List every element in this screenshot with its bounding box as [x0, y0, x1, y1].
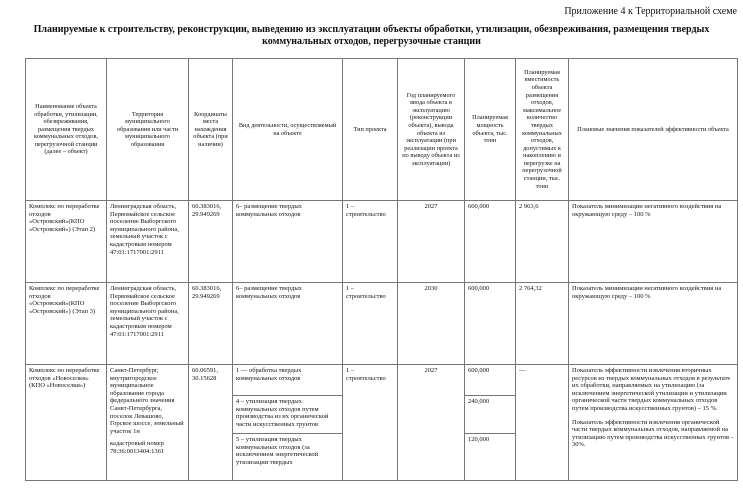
- cell-project-type: 1 – строительство: [343, 201, 398, 283]
- cell-territory: [107, 365, 189, 481]
- cell-capacity: [465, 365, 516, 481]
- cell-object-name: Комплекс по переработке отходов «Островский»(КПО «Островский») (Этап 2): [26, 201, 107, 283]
- header-coordinates: Координаты места нахождения объекта (при наличии): [189, 59, 233, 201]
- header-territory: Территория муниципального образования или части муниципального образования: [107, 59, 189, 201]
- cell-indicators: Показатель минимизации негативного воздействия на окружающую среду – 100 %: [569, 283, 738, 365]
- header-activity: Вид деятельности, осуществляемый на объекте: [233, 59, 343, 201]
- page-title: Планируемые к строительству, реконструкции, выведению из эксплуатации объекты обработки, утилизации, обезвреживания, размещения твердых коммунальных отходов, перегрузочные станции: [33, 24, 710, 47]
- cell-volume: —: [516, 365, 569, 481]
- cell-coordinates: 60.383016, 29.949269: [189, 201, 233, 283]
- table-row: [26, 201, 738, 283]
- appendix-label: Приложение 4 к Территориальной схеме: [564, 6, 737, 17]
- cell-capacity: 600,000: [465, 201, 516, 283]
- table-header-row: [26, 59, 738, 201]
- territory-text: Санкт-Петербург, внутригородское муниципальное образование города федерального значения Санкт-Петербурга, поселок Левашово, Горское шоссе, земельный участок 1н: [110, 367, 184, 435]
- cell-object-name: Комплекс по переработке отходов «Островский»(КПО «Островский») (Этап 3): [26, 283, 107, 365]
- cell-volume: 2 963,6: [516, 201, 569, 283]
- cell-project-type: 1 – строительство: [343, 283, 398, 365]
- header-object-name: Наименование объекта обработки, утилизации, обезвреживания, размещения твердых коммунальных отходов, перегрузочной станции (далее – объект): [26, 59, 107, 201]
- cell-indicators: Показатель минимизации негативного воздействия на окружающую среду – 100 %: [569, 201, 738, 283]
- cell-year: 2027: [398, 201, 465, 283]
- table-row: [26, 365, 738, 481]
- capacity-value: 120,000: [465, 433, 515, 446]
- capacity-value: 600,000: [468, 367, 490, 374]
- cell-activity: 6– размещение твердых коммунальных отходов: [233, 283, 343, 365]
- header-volume: Планируемая вместимость объекта размещения отходов, максимальное количество твердых коммунальных отходов, допустимых к накоплению и перегрузке на перегрузочной станции, тыс. тонн: [516, 59, 569, 201]
- activity-item: 1 — обработка твердых коммунальных отходов: [236, 367, 302, 382]
- capacity-value: 240,000: [465, 395, 515, 433]
- cell-year: 2027: [398, 365, 465, 481]
- cell-activity: [233, 365, 343, 481]
- cell-territory: Ленинградская область, Первомайское сельское поселение Выборгского муниципального района, земельный участок с кадастровым номером 47:01:1717001:2911: [107, 283, 189, 365]
- header-capacity: Планируемая мощность объекта, тыс. тонн: [465, 59, 516, 201]
- cell-coordinates: 60.383016, 29.949269: [189, 283, 233, 365]
- header-project-type: Тип проекта: [343, 59, 398, 201]
- cell-activity: 6– размещение твердых коммунальных отходов: [233, 201, 343, 283]
- cell-object-name: Комплекс по переработке отходов «Новоселки» (КПО «Новоселки»): [26, 365, 107, 481]
- header-indicators: Плановые значения показателей эффективности объекта: [569, 59, 738, 201]
- activity-item: 5 – утилизация твердых коммунальных отходов (за исключением энергетической утилизации твердых: [233, 433, 342, 468]
- cell-capacity: 600,000: [465, 283, 516, 365]
- activity-item: 4 – утилизация твердых коммунальных отходов путем производства из их органической части искусственных грунтов: [233, 395, 342, 433]
- cell-year: 2030: [398, 283, 465, 365]
- table-row: [26, 283, 738, 365]
- cell-project-type: 1 – строительство: [343, 365, 398, 481]
- cadastral-number: кадастровый номер 78:36:0013404:1361: [110, 440, 165, 455]
- indicator-text: Показатель эффективности извлечения вторичных ресурсов из твердых коммунальных отходов в результате их обработки, направляемых на утилизацию (за исключением энергетической утилизации и утилизации органической части твердых коммунальных отходов путем производства искусственных грунтов) – 15 %.: [572, 367, 731, 412]
- cell-indicators: [569, 365, 738, 481]
- indicator-text: Показатель эффективности извлечения органической части твердых коммунальных отходов, направляемой на утилизацию путем производства искусственных грунтов – 30%.: [572, 418, 734, 449]
- cell-volume: 2 764,32: [516, 283, 569, 365]
- header-year: Год планируемого ввода объекта в эксплуатацию (реконструкции объекта), вывода объекта из эксплуатации (при реализации проекта по выводу объекта из эксплуатации): [398, 59, 465, 201]
- cell-coordinates: 60.06591, 30.15628: [189, 365, 233, 481]
- objects-table: [25, 58, 738, 481]
- cell-territory: Ленинградская область, Первомайское сельское поселение Выборгского муниципального района, земельный участок с кадастровым номером 47:01:1717001:2911: [107, 201, 189, 283]
